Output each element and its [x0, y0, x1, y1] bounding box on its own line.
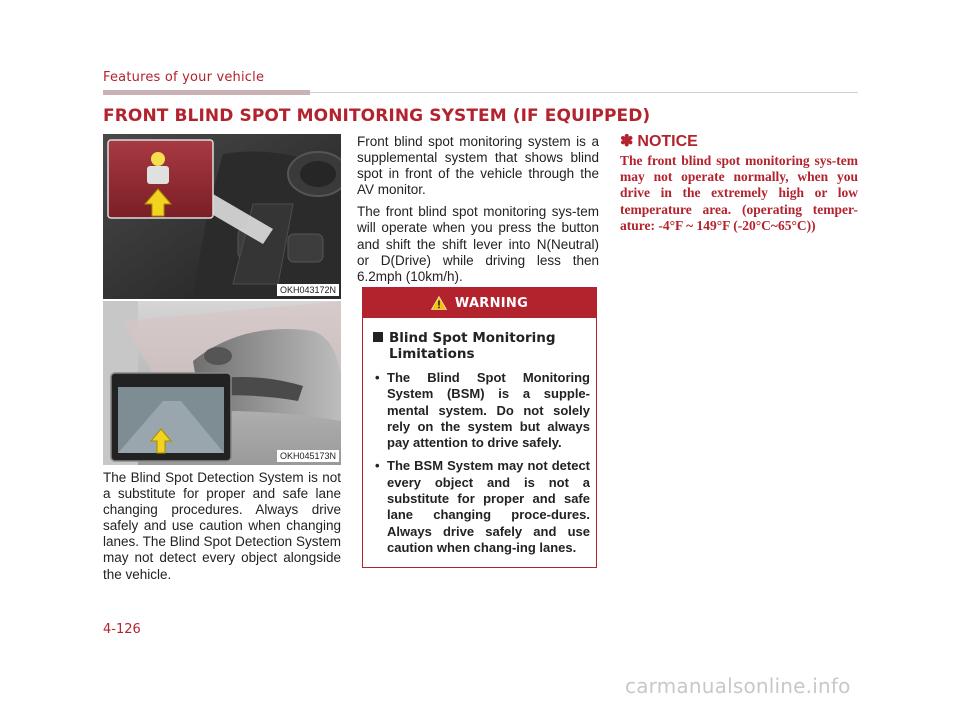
watermark: carmanualsonline.info	[625, 674, 851, 698]
running-header: Features of your vehicle	[103, 70, 265, 85]
description-column	[357, 134, 599, 291]
image-code-2: OKH045173N	[277, 450, 339, 462]
description-paragraph-2: The front blind spot monitoring sys-tem will operate when you press the button and shift the shift lever into N(Neutral) or D(Drive) while driving less then 6.2mph (10km/h).	[357, 204, 599, 284]
front-view-illustration	[103, 301, 341, 465]
warning-heading: WARNING	[454, 295, 529, 311]
warning-item: • The BSM System may not detect every object and is not a substitute for proper and safe lane changing proce-dures. Always drive safely and use caution when chang-ing lanes.	[373, 458, 590, 556]
header-accent-bar	[103, 90, 310, 95]
square-bullet-icon	[373, 332, 383, 342]
warning-box	[362, 287, 597, 568]
notice-star-icon: ✽	[620, 133, 634, 150]
warning-list	[373, 370, 590, 563]
front-camera-photo	[103, 301, 341, 465]
notice-text: The front blind spot monitoring sys-tem may not operate normally, when you drive in the extremely high or low temperature area. (operating temper-ature: -4°F ~ 149°F (-20°C~65°C))	[620, 153, 858, 233]
description-paragraph-1: Front blind spot monitoring system is a supplemental system that shows blind spot in front of the vehicle through the AV monitor.	[357, 134, 599, 198]
warning-header	[363, 288, 596, 318]
bsd-paragraph: The Blind Spot Detection System is not a substitute for proper and safe lane changing procedures. Always drive safely and use caution when changing lanes. The Blind Spot Detection System may not detect every object alongside the vehicle.	[103, 470, 341, 582]
header-rule	[310, 92, 858, 93]
section-title: FRONT BLIND SPOT MONITORING SYSTEM (IF EQUIPPED)	[103, 106, 651, 126]
notice-title: ✽ NOTICE	[620, 133, 698, 150]
warning-item: • The Blind Spot Monitoring System (BSM) is a supple-mental system. Do not solely rely on the system but always pay attention to drive safely.	[373, 370, 590, 451]
page-number: 4-126	[103, 622, 141, 637]
console-button-photo	[103, 134, 341, 299]
image-code-1: OKH043172N	[277, 284, 339, 296]
warning-triangle-icon	[431, 296, 447, 310]
warning-subheading: Blind Spot Monitoring Limitations	[373, 330, 588, 362]
console-illustration	[103, 134, 341, 299]
